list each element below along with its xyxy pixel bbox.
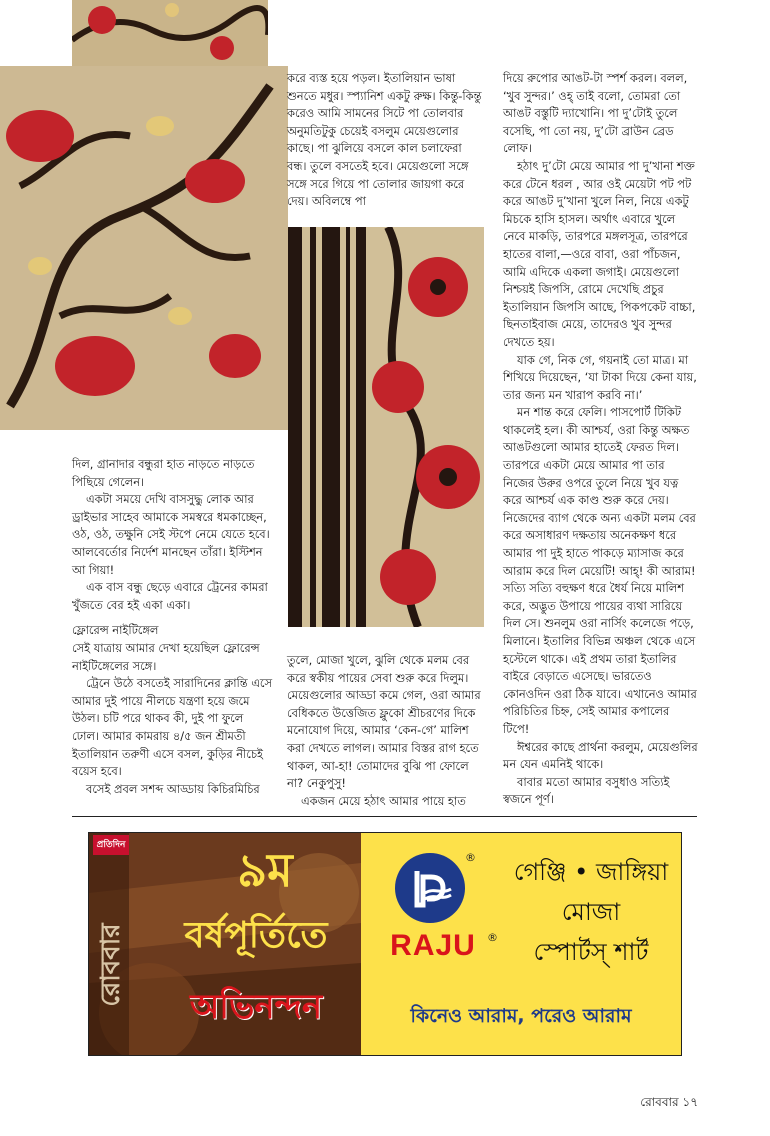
paragraph: মন শান্ত করে ফেলি। পাসপোর্ট টিকিট থাকলেই হল। কী আশ্চর্য, ওরা কিন্তু অক্ষত আঙটগুলো আমার হাতেই ফেরত দিল। তারপরে একটা মেয়ে আমার পা তার নিজের উরুর ওপরে তুলে নিয়ে খুব যত্ন করে আশ্চর্য এক কাণ্ড শুরু করে দেয়। নিজেদের ব্যাগ থেকে অন্য একটা মলম বের করে অসাধারণ দক্ষতায় অনেকক্ষণ ধরে আমার পা দুই হাতে পাকড়ে ম্যাসাজ করে আরাম করে দিল মেয়েটি! আহ্! কী আরাম! সত্যি সত্যি বহুক্ষণ ধরে ধৈর্য নিয়ে মালিশ করে, অদ্ভুত উপায়ে পায়ের ব্যথা সারিয়ে দিল সে। শুনলুম ওরা নার্সিং কলেজে পড়ে, মিলানে। ইতালির বিভিন্ন অঞ্চল থেকে এসে হস্টেলে থাকে। এই প্রথম তারা ইতালির বাইরে বেড়াতে এসেছে। ভারতেও কোনওদিন ওরা ঠিক যাবে। এখানেও আমার পরিচিতির চিহ্ন, সেই আমার কপালের টিপে! — [503, 405, 697, 736]
paragraph: করে ব্যস্ত হয়ে পড়ল। ইতালিয়ান ভাষা শুনতে মধুর। স্প্যানিশ একটু রুক্ষ। কিন্তু-কিন্তু করেও আমি সামনের সিটে পা তোলবার অনুমতিটুকু চেয়েই বসলুম মেয়েগুলোর কাছে। পা ঝুলিয়ে বসলে কাল চলাফেরা বন্ধ। তুলে বসতেই হবে। মেয়েগুলো সঙ্গে সঙ্গে সরে গিয়ে পা তোলার জায়গা করে দেয়। অবিলম্বে পা — [287, 71, 482, 209]
paragraph: দিল, গ্রানাদার বন্ধুরা হাত নাড়তে নাড়তে পিছিয়ে গেলেন। — [72, 457, 255, 489]
paragraph: তুলে, মোজা খুলে, ঝুলি থেকে মলম বের করে স্বকীয় পায়ের সেবা শুরু করে দিলুম। মেয়েগুলোর আড্ডা কমে গেল, ওরা আমার বেধিকতে উত্তেজিত ফ্লুকো শ্রীচরণের দিকে মনোযোগ দিয়ে, আমার ‘কেন-গে’ মালিশ করা দেখতে লাগল। আমার বিস্তর রাগ হতে থাকল, আ-হা! তোমাদের বুঝি পা ফোলে না? নেকুপুসু! — [287, 653, 481, 791]
page-footer: রোববার ১৭ — [640, 1095, 698, 1109]
paragraph: একজন মেয়ে হঠাৎ আমার পায়ে হাত — [301, 793, 466, 808]
paragraph: হঠাৎ দু’টো মেয়ে আমার পা দু’খানা শক্ত করে টেনে ধরল , আর ওই মেয়েটা পট পট করে আঙট দু’খানা খুলে নিল, নিয়ে একটু মিচকে হাসি হাসল। অর্থাৎ এবারে খুলে নেবে মাকড়ি, তারপরে মঙ্গলসূত্র, তারপরে হাতের বালা,—ওরে বাবা, ওরা পাঁচজন, আমি এদিকে একলা জগাই। মেয়েগুলো নিশ্চয়ই জিপসি, রোমে দেখেছি প্রচুর ইতালিয়ান জিপসি আছে, পিকপকেট বাচ্চা, ছিনতাইবাজ মেয়ে, তাদেরও খুব সুন্দর দেখতে হয়। — [503, 158, 696, 349]
fabric-image-top-left — [72, 0, 268, 66]
paragraph: একটা সময়ে দেখি বাসসুদ্ধু লোক আর ড্রাইভার সাহেব আমাকে সমস্বরে ধমকাচ্ছেন, ওঠ, ওঠ, তক্ষুনি সেই স্টপে নেমে যেতে হবে। আলবের্তোর নির্দেশ মানছেন তাঁরা। ইস্টিশন আ গিয়া! — [72, 492, 270, 577]
ad-tagline: কিনেও আরাম, পরেও আরাম — [410, 1005, 632, 1027]
fabric-image-center — [288, 227, 484, 627]
raju-brand-name: RAJU — [390, 929, 476, 962]
registered-mark-logo: ® — [465, 851, 476, 864]
magazine-name-vertical: রোববার — [96, 923, 126, 1007]
pratidin-logo-text: প্রতিদিন — [96, 840, 126, 850]
ad-line-anniversary: বর্ষপূর্তিতে — [184, 914, 328, 956]
divider-rule — [72, 816, 697, 817]
paragraph: ট্রেনে উঠে বসতেই সারাদিনের ক্লান্তি এসে আমার দুই পায়ে নীলচে যন্ত্রণা হয়ে জমে উঠল। চটি পরে থাকব কী, দুই পা ফুলে ঢোল। আমার কামরায় ৪/৫ জন শ্রীমতী ইতালিয়ান তরুণী এসে বসল, কুড়ির নীচেই বয়েস হবে। — [72, 676, 273, 779]
paragraph: বাবার মতো আমার বসুধাও সত্যিই স্বজনে পূর্ণ। — [503, 774, 670, 807]
column-middle-bottom — [287, 652, 483, 810]
paragraph: ঈশ্বরের কাছে প্রার্থনা করলুম, মেয়েগুলির মন যেন এমনিই থাকে। — [503, 739, 698, 772]
registered-mark-brand: ® — [487, 931, 498, 944]
paragraph: যাক গে, নিক গে, গয়নাই তো মাত্র। মা শিখিয়ে দিয়েছেন, ‘যা টাকা দিয়ে কেনা যায়, তার জন্য মন খারাপ করবি না।’ — [503, 352, 697, 402]
raju-logo-circle — [395, 853, 465, 923]
advertisement — [88, 832, 682, 1056]
paragraph: বসেই প্রবল সশব্দ আড্ডায় কিচিরমিচির — [86, 781, 260, 796]
ad-line-congratulations: অভিনন্দন — [189, 987, 323, 1027]
ad-raju-panel — [361, 833, 681, 1055]
column-right — [503, 70, 699, 809]
raju-logo-icon — [395, 853, 465, 923]
paragraph: দিয়ে রুপোর আঙট-টা স্পর্শ করল। বলল, ‘খুব সুন্দর।’ ওহ্ তাই বলো, তোমরা তো আঙট বস্তুটি দ্যাখোনি। পা দু’টোই তুলে বসেছি, পা তো নয়, দু’টো ব্রাউন ব্রেড লোফ। — [503, 71, 688, 156]
column-left — [72, 456, 272, 798]
section-subheading: ফ্লোরেন্স নাইটিঙ্গেল — [72, 623, 159, 638]
products-line-2: মোজা — [561, 898, 621, 926]
products-line-1: গেঞ্জি • জাঙ্গিয়া — [513, 858, 669, 886]
paragraph: এক বাস বন্ধু ছেড়ে এবারে ট্রেনের কামরা খুঁজতে বের হই একা একা। — [72, 580, 268, 612]
ad-anniversary-panel — [89, 833, 361, 1055]
paragraph: সেই যাত্রায় আমার দেখা হয়েছিল ফ্লোরেন্স নাইটিঙ্গেলের সঙ্গে। — [72, 640, 260, 673]
pratidin-logo — [93, 835, 129, 855]
ad-line-ninth: ৯ম — [237, 843, 293, 897]
fabric-image-left — [0, 66, 288, 430]
products-line-3: স্পোর্টস্ শার্ট — [533, 938, 649, 966]
column-top-middle — [287, 70, 483, 211]
